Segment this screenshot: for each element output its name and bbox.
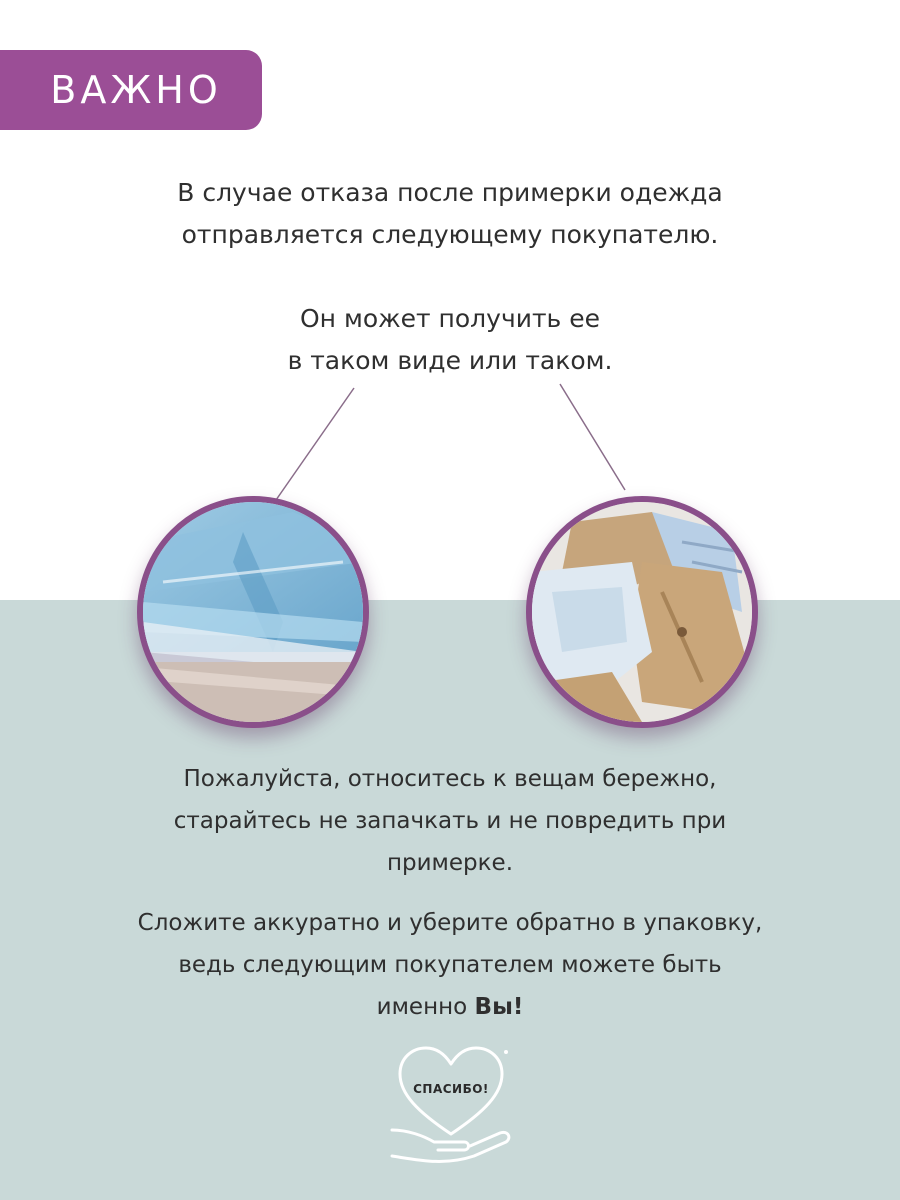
condition-line-2: в таком виде или таком. — [287, 346, 613, 375]
intro-line-1: В случае отказа после примерки одежда — [177, 178, 723, 207]
heart-in-hand-icon — [378, 1038, 524, 1168]
folded-clothes-image — [137, 496, 369, 728]
thanks-label: СПАСИБО! — [413, 1082, 489, 1096]
fold-line-1: Сложите аккуратно и уберите обратно в упаковку, — [137, 910, 763, 936]
folded-packaged-clothes-illustration — [143, 502, 363, 722]
request-line-2: старайтесь не запачкать и не повредить при — [173, 808, 727, 834]
fold-line-3-prefix: именно — [376, 994, 475, 1020]
request-line-3: примерке. — [386, 850, 514, 876]
fold-line-3 — [0, 986, 900, 1028]
request-line-1: Пожалуйста, относитесь к вещам бережно, — [183, 766, 717, 792]
connector-line-left — [276, 388, 354, 500]
connector-line-right — [560, 384, 625, 490]
fold-line-2: ведь следующим покупателем можете быть — [178, 952, 722, 978]
intro-line-2: отправляется следующему покупателю. — [181, 220, 719, 249]
fold-text — [0, 902, 900, 1028]
fold-line-3-bold: Вы! — [474, 994, 524, 1020]
condition-line-1: Он может получить ее — [300, 304, 600, 333]
request-text — [0, 758, 900, 884]
thanks-emblem — [378, 1038, 524, 1168]
crumpled-clothes-image — [526, 496, 758, 728]
important-badge-label: ВАЖНО — [50, 68, 222, 112]
crumpled-clothes-illustration — [532, 502, 752, 722]
